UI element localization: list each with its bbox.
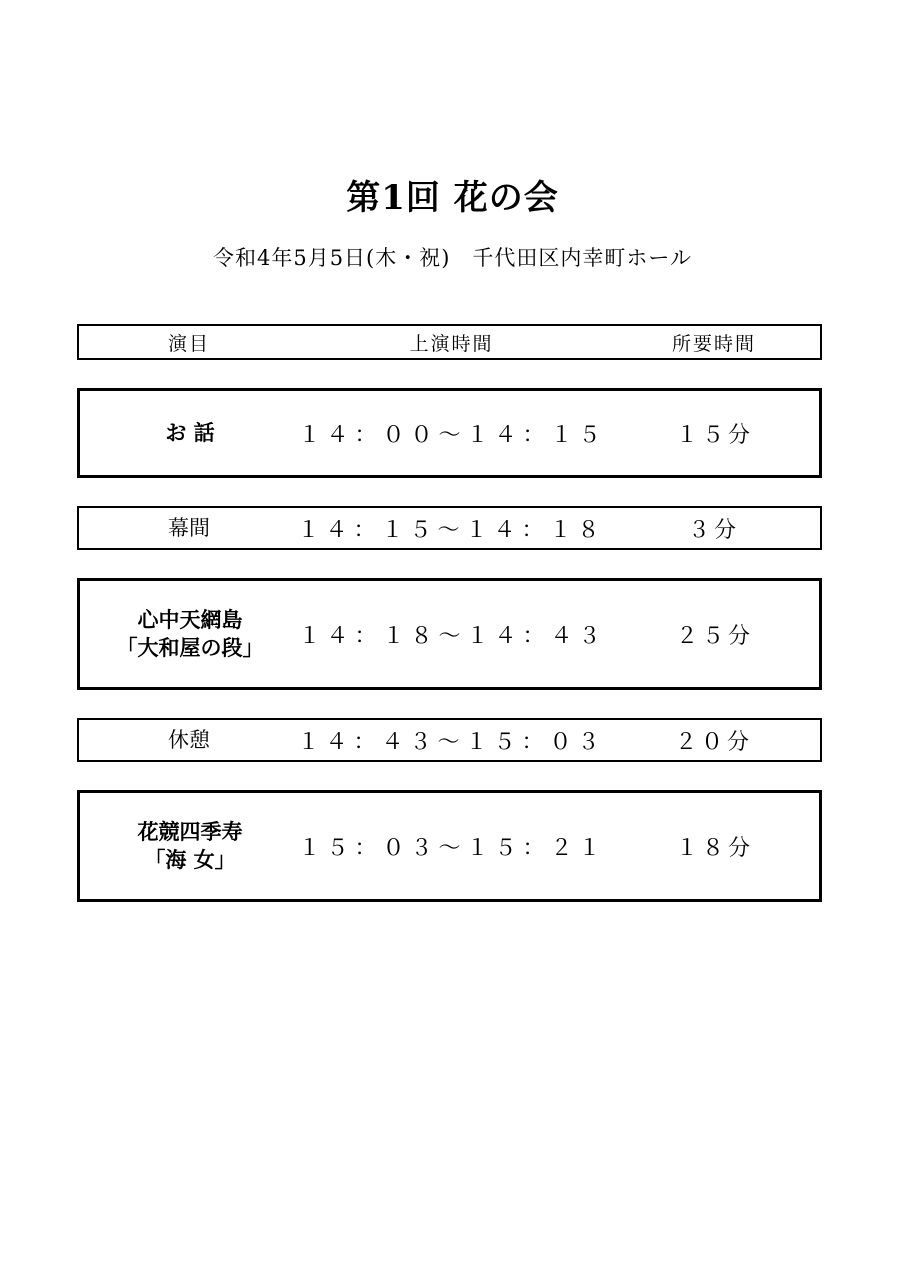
header-duration: 所要時間 — [671, 332, 756, 355]
performance-time: １４：１５～１４：１８ — [297, 517, 606, 543]
event-date-venue: 令和4年5月5日(木・祝) 千代田区内幸町ホール — [212, 246, 693, 270]
performance-time: １４：４３～１５：０３ — [297, 729, 606, 755]
program-name-line1: 花競四季寿 — [137, 818, 243, 844]
page-title: 第1回 花の会 — [346, 178, 559, 218]
header-time: 上演時間 — [409, 332, 494, 355]
performance-time: １４：００～１４：１５ — [298, 422, 607, 448]
duration: １８分 — [675, 835, 754, 861]
duration: ３分 — [687, 517, 740, 543]
schedule-header — [77, 324, 822, 360]
schedule-row-talk — [77, 388, 822, 478]
program-name-line1: 幕間 — [168, 515, 210, 540]
program-name-line1: 心中天網島 — [137, 606, 243, 632]
program-name — [100, 793, 280, 899]
schedule-row-shinju — [77, 578, 822, 690]
performance-time: １５：０３～１５：２１ — [298, 835, 607, 861]
program-name-line2: 「海 女」 — [144, 847, 236, 872]
schedule-row-hanakurabe — [77, 790, 822, 902]
program-name — [100, 581, 280, 687]
program-name-line2: 「大和屋の段」 — [116, 635, 264, 660]
schedule-row-break — [77, 718, 822, 762]
performance-time: １４：１８～１４：４３ — [298, 623, 607, 649]
program-name-line1: お 話 — [165, 419, 215, 445]
program-name — [100, 391, 280, 475]
program-name — [99, 720, 279, 760]
duration: ２０分 — [674, 729, 753, 755]
duration: ２５分 — [675, 623, 754, 649]
duration: １５分 — [675, 422, 754, 448]
header-program: 演目 — [167, 332, 210, 355]
program-name-line1: 休憩 — [168, 727, 210, 752]
program-name — [99, 508, 279, 548]
schedule-row-intermission — [77, 506, 822, 550]
